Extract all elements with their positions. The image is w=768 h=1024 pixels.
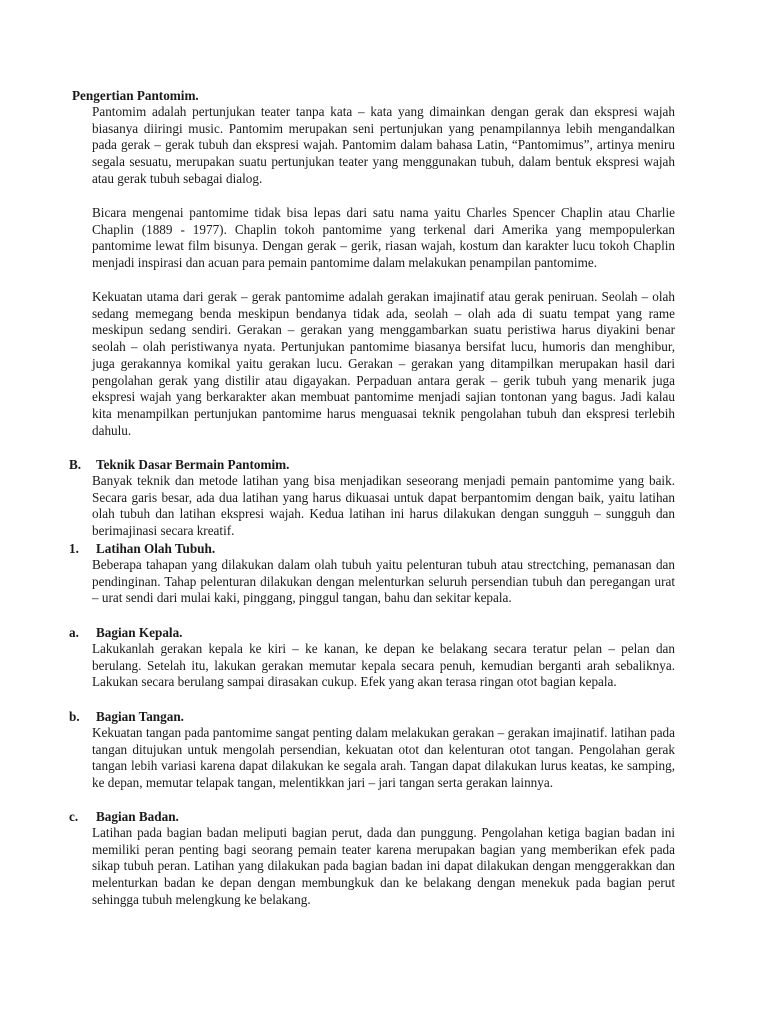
- section-a-marker: a.: [69, 625, 79, 640]
- section-b2-paragraph: Kekuatan tangan pada pantomime sangat penting dalam melakukan gerakan – gerakan imajinatif. latihan pada tangan ditujukan untuk mengolah persendian, kekuatan otot dan kelenturan otot tangan. Pengolahan gerak tangan lebih variasi karena dapat dilakukan ke segala arah. Tangan dapat dilakukan lurus keatas, ke samping, ke depan, memutar telapak tangan, melentikkan jari – jari tangan serta gerakan lainnya.: [92, 725, 675, 791]
- document-title: [72, 88, 199, 105]
- intro-paragraph-1: Pantomim adalah pertunjukan teater tanpa kata – kata yang dimainkan dengan gerak dan ekspresi wajah biasanya diiringi music. Pantomim merupakan seni pertunjukan yang penampilannya lebih mengandalkan pada gerak – gerak tubuh dan ekspresi wajah. Pantomim dalam bahasa Latin, “Pantomimus”, artinya meniru segala sesuatu, merupakan suatu pertunjukan teater yang menggunakan tubuh, dalam bentuk ekspresi wajah atau gerak tubuh sebagai dialog.: [92, 104, 675, 186]
- section-b2-marker: b.: [69, 709, 80, 724]
- section-b-heading: [69, 457, 289, 474]
- section-b-title: Teknik Dasar Bermain Pantomim.: [96, 457, 290, 472]
- section-a-paragraph: Lakukanlah gerakan kepala ke kiri – ke kanan, ke depan ke belakang secara teratur pelan – pelan dan berulang. Setelah itu, lakukan gerakan memutar kepala secara penuh, kemudian berganti arah sebaliknya. Lakukan secara berulang sampai dirasakan cukup. Efek yang akan terasa ringan otot bagian kepala.: [92, 641, 675, 690]
- section-1-title: Latihan Olah Tubuh.: [96, 541, 216, 556]
- section-c-marker: c.: [69, 809, 79, 824]
- section-b-marker: B.: [69, 457, 82, 472]
- section-b2-title: Bagian Tangan.: [96, 709, 184, 724]
- section-c-heading: [69, 809, 179, 826]
- section-a-title: Bagian Kepala.: [96, 625, 183, 640]
- section-b-paragraph: Banyak teknik dan metode latihan yang bisa menjadikan seseorang menjadi pemain pantomime yang baik. Secara garis besar, ada dua latihan yang harus dikuasai untuk dapat berpantomim dengan baik, yaitu latihan olah tubuh dan latihan ekspresi wajah. Kedua latihan ini harus dilakukan dengan sungguh – sungguh dan berimajinasi secara kreatif.: [92, 473, 675, 539]
- intro-paragraph-2: Bicara mengenai pantomime tidak bisa lepas dari satu nama yaitu Charles Spencer Chaplin atau Charlie Chaplin (1889 - 1977). Chaplin tokoh pantomime yang terkenal dari Amerika yang mempopulerkan pantomime lewat film bisunya. Dengan gerak – gerik, riasan wajah, kostum dan karakter lucu tokoh Chaplin menjadi inspirasi dan acuan para pemain pantomime dalam melakukan penampilan pantomime.: [92, 205, 675, 271]
- section-c-paragraph: Latihan pada bagian badan meliputi bagian perut, dada dan punggung. Pengolahan ketiga bagian badan ini memiliki peran penting bagi seorang pemain teater karena merupakan bagian yang memberikan efek pada sikap tubuh peran. Latihan yang dilakukan pada bagian badan ini dapat dilakukan dengan menggerakkan dan melenturkan badan ke depan dengan membungkuk dan ke belakang dengan menekuk pada bagian perut sehingga tubuh melengkung ke belakang.: [92, 825, 675, 907]
- title-text: Pengertian Pantomim.: [72, 88, 199, 103]
- section-1-marker: 1.: [69, 541, 79, 556]
- section-1-paragraph: Beberapa tahapan yang dilakukan dalam olah tubuh yaitu pelenturan tubuh atau strectching, pemanasan dan pendinginan. Tahap pelenturan dilakukan dengan melenturkan seluruh persendian tubuh dan peregangan urat – urat sendi dari mulai kaki, pinggang, pinggul tangan, bahu dan sekitar kepala.: [92, 557, 675, 606]
- section-a-heading: [69, 625, 182, 642]
- section-c-title: Bagian Badan.: [96, 809, 179, 824]
- intro-paragraph-3: Kekuatan utama dari gerak – gerak pantomime adalah gerakan imajinatif atau gerak peniruan. Seolah – olah sedang memegang benda meskipun bendanya tidak ada, seolah – olah ada di suatu tempat yang rame meskipun sedang sendiri. Gerakan – gerakan yang menggambarkan suatu peristiwa harus diyakini benar seolah – olah peristiwanya nyata. Pertunjukan pantomime biasanya bersifat lucu, humoris dan menghibur, juga gerakannya komikal yaitu gerakan lucu. Gerakan – gerakan yang ditampilkan merupakan hasil dari pengolahan gerak yang distilir atau digayakan. Perpaduan antara gerak – gerik tubuh yang menarik juga ekspresi wajah yang berkarakter akan membuat pantomime menjadi sajian tontonan yang bagus. Jadi kalau kita menampilkan pertunjukan pantomime harus menguasai teknik pengolahan tubuh dan ekspresi terlebih dahulu.: [92, 289, 675, 438]
- section-1-heading: [69, 541, 215, 558]
- section-b2-heading: [69, 709, 184, 726]
